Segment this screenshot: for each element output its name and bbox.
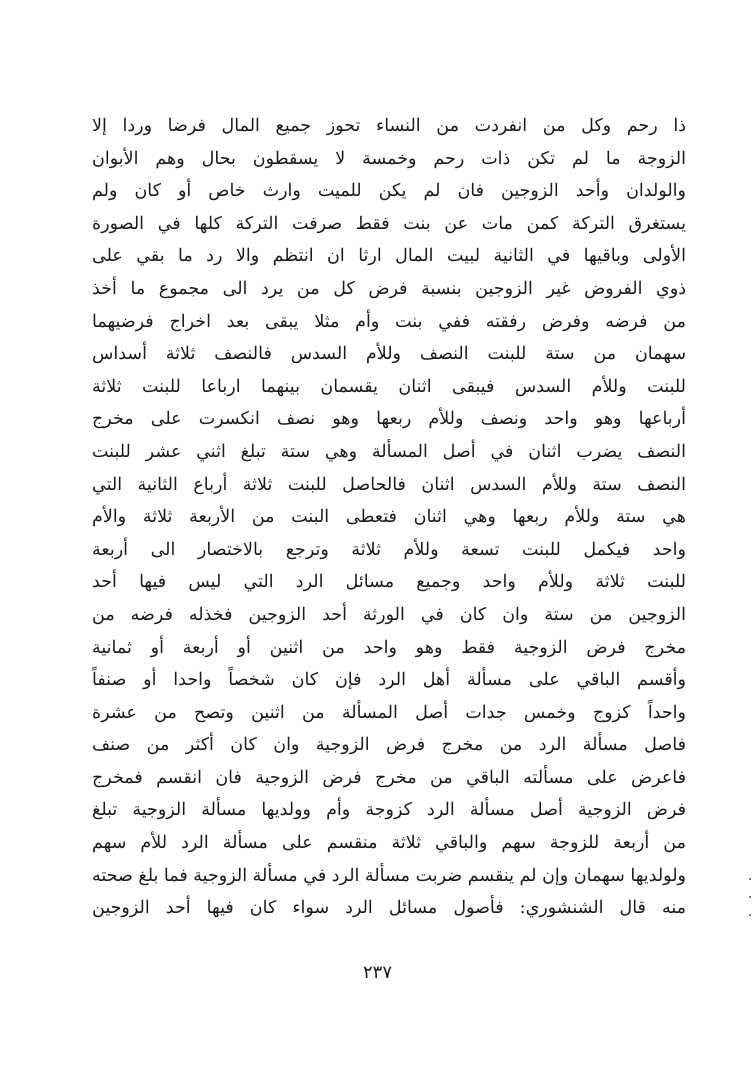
body-text — [92, 110, 686, 925]
text-line: فاصل مسألة الرد من مخرج فرض الزوجية وان كان أكثر من صنف — [92, 735, 686, 756]
text-line: منه قال الشنشوري: فأصول مسائل الرد سواء كان فيها أحد الزوجين — [92, 898, 686, 919]
margin-speck — [749, 878, 751, 880]
margin-speck — [749, 914, 751, 916]
text-line: سهمان من ستة للبنت النصف وللأم السدس فالنصف ثلاثة أسداس — [92, 344, 686, 365]
text-line: واحد فيكمل للبنت تسعة وللأم ثلاثة وترجع بالاختصار الى أربعة — [92, 539, 686, 560]
text-line: من أربعة للزوجة سهم والباقي ثلاثة منقسم على مسألة الرد للأم سهم — [92, 833, 686, 854]
text-line: هي ستة وللأم ربعها وهي اثنان فتعطى البنت من الأربعة ثلاثة والأم — [92, 507, 686, 528]
text-line: أرباعها وهو واحد ونصف وللأم ربعها وهو نصف انكسرت على مخرج — [92, 409, 686, 430]
text-line: الزوجين من ستة وان كان في الورثة أحد الزوجين فخذله فرضه من — [92, 604, 686, 625]
text-line: ولولديها سهمان وإن لم ينقسم ضربت مسألة الرد في مسألة الزوجية فما بلغ صحته — [92, 865, 686, 886]
page-number: ٢٣٧ — [362, 962, 392, 983]
text-line: واحداً كزوج وخمس جدات أصل المسألة من اثنين وتصح من عشرة — [92, 702, 686, 723]
text-line: ذوي الفروض غير الزوجين بنسبة فرض كل من يرد الى مجموع ما أخذ — [92, 278, 686, 299]
text-line: الزوجة ما لم تكن ذات رحم وخمسة لا يسقطون بحال وهم الأبوان — [92, 148, 686, 169]
text-line: والولدان وأحد الزوجين فان لم يكن للميت وارث خاص أو كان ولم — [92, 181, 686, 202]
text-line: فاعرض على مسألته الباقي من مخرج فرض الزوجية فان انقسم فمخرج — [92, 767, 686, 788]
text-line: النصف يضرب اثنان في أصل المسألة وهي ستة تبلغ اثني عشر للبنت — [92, 441, 686, 462]
text-line: النصف ستة وللأم السدس اثنان فالحاصل للبنت ثلاثة أرباع الثانية التي — [92, 474, 686, 495]
text-line: من فرضه وفرض رفقته ففي بنت وأم مثلا يبقى بعد اخراج فرضيهما — [92, 311, 686, 332]
text-line: ذا رحم وكل من انفردت من النساء تحوز جميع المال فرضا وردا إلا — [92, 116, 686, 136]
text-line: للبنت ثلاثة وللأم واحد وجميع مسائل الرد التي ليس فيها أحد — [92, 572, 686, 593]
text-line: الأولى وباقيها في الثانية لبيت المال ارثا ان انتظم والا رد ما بقي على — [92, 246, 686, 267]
text-line: فرض الزوجية أصل مسألة الرد كزوجة وأم وولديها مسألة الزوجية تبلغ — [92, 800, 686, 821]
text-line: للبنت وللأم السدس فيبقى اثنان يقسمان بينهما ارباعا للبنت ثلاثة — [92, 376, 686, 397]
text-line: وأقسم الباقي على مسألة أهل الرد فإن كان شخصاً واحدا أو صنفاً — [92, 670, 686, 691]
text-line: مخرج فرض الزوجية فقط وهو واحد من اثنين أو أربعة أو ثمانية — [92, 637, 686, 658]
text-line: يستغرق التركة كمن مات عن بنت فقط صرفت التركة كلها في الصورة — [92, 213, 686, 234]
margin-speck — [749, 896, 751, 898]
